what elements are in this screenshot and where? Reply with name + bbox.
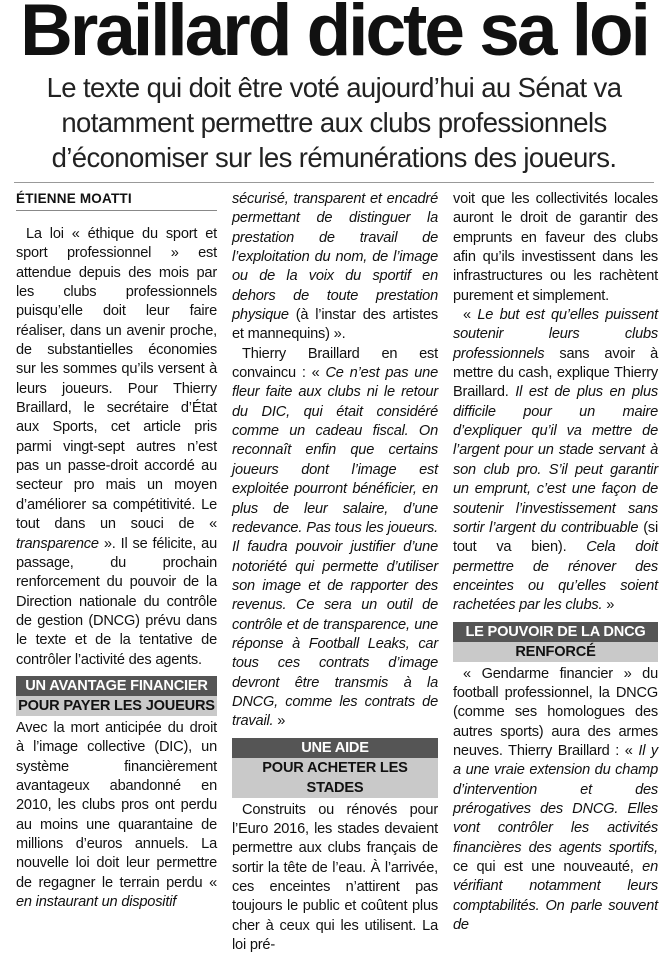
column-2 <box>232 190 438 954</box>
deck: Le texte qui doit être voté aujourd’hui au Sénat va notamment permettre aux clubs professionnels d’économiser sur les rémunérations des joueurs. <box>46 72 622 173</box>
paragraph: La loi « éthique du sport et sport professionnel » est attendue depuis des mois par les clubs professionnels puisqu’elle doit leur faire réaliser, dans un avenir proche, de substantielles économies sur les sommes qu’ils versent à leurs joueurs. Pour Thierry Braillard, le secrétaire d’État aux Sports, cet article pris parmi vingt-sept autres n’est pas un passe-droit accordé au secteur pro mais un moyen d’améliorer sa compétitivité. Le tout dans un souci de « transparence ». Il se félicite, au passage, du prochain renforcement du pouvoir de la Direction nationale du contrôle de gestion (DNCG) prévu dans le texte et de la tentative de contrôler l’activité des agents. <box>16 226 217 668</box>
paragraph: « Gendarme financier » du football professionnel, la DNCG (comme ses homologues des autres sports) aura des armes neuves. Thierry Braillard : « Il y a une vraie extension du champ d’intervention et des prérogatives des DNCG. Elles vont contrôler les activités financières des agents sportifs, ce qui est une nouveauté, en vérifiant notamment leurs comptabilités. On parle souvent de <box>453 665 659 934</box>
divider <box>14 182 654 183</box>
paragraph: sécurisé, transparent et encadré permettant de distinguer la prestation de travail de l’exploitation du nom, de l’image ou de la voix du sportif en dehors de toute prestation physique (à l’instar des artistes et mannequins) ». <box>232 191 438 343</box>
byline: ÉTIENNE MOATTI <box>16 190 217 211</box>
paragraph: « Le but est qu’elles puissent soutenir leurs clubs professionnels sans avoir à mettre du cash, explique Thierry Braillard. Il est de plus en plus difficile pour un maire d’expliquer qu’il va mettre de l’argent pour un stade servant à son club pro. S’il peut garantir un emprunt, c’est une façon de soutenir l’investissement sans sortir l’argent du contribuable (si tout va bien). Cela doit permettre de rénover des enceintes ou qu’elles soient rachetées par les clubs. » <box>453 307 659 614</box>
paragraph: voit que les collectivités locales auront le droit de garantir des emprunts en faveur des clubs afin qu’ils investissent dans les infrastructures ou les rachètent purement et simplement. <box>453 191 658 304</box>
subhead-pouvoir-dncg: LE POUVOIR DE LA DNCG RENFORCÉ <box>453 622 658 662</box>
paragraph: Construits ou rénovés pour l’Euro 2016, les stades devaient permettre aux clubs français de sortir la tête de l’eau. À l’arrivée, ces enceintes n’attirent pas toujours le public et coûtent plus cher à ceux qui les utilisent. La loi pré- <box>232 801 438 954</box>
headline: Braillard dicte sa loi <box>20 0 648 71</box>
paragraph: Thierry Braillard en est convaincu : « Ce n’est pas une fleur faite aux clubs ni le retour du DIC, qui était considéré comme un cadeau fiscal. On reconnaît enfin que certains joueurs dont l’image est exploitée pourront bénéficier, en plus de leur salaire, d’une redevance. Pas tous les joueurs. Il faudra pouvoir justifier d’une notoriété qui permette d’utiliser son image et de rapporter des revenus. Ce sera un outil de contrôle et de transparence, une réponse à Football Leaks, car tous ces contrats d’image devront être transmis à la DNCG, comme les contrats de travail. » <box>232 345 438 730</box>
column-3 <box>453 190 659 934</box>
column-1 <box>16 190 217 910</box>
subhead-avantage-financier: UN AVANTAGE FINANCIER POUR PAYER LES JOUEURS <box>16 676 217 716</box>
subhead-aide-stades: UNE AIDE POUR ACHETER LES STADES <box>232 738 438 798</box>
paragraph: Avec la mort anticipée du droit à l’image collective (DIC), un système financièrement avantageux abandonné en 2010, les clubs pros ont perdu au moins une quarantaine de millions d’euros annuels. La nouvelle loi doit leur permettre de regagner le terrain perdu « en instaurant un dispositif <box>16 719 217 910</box>
